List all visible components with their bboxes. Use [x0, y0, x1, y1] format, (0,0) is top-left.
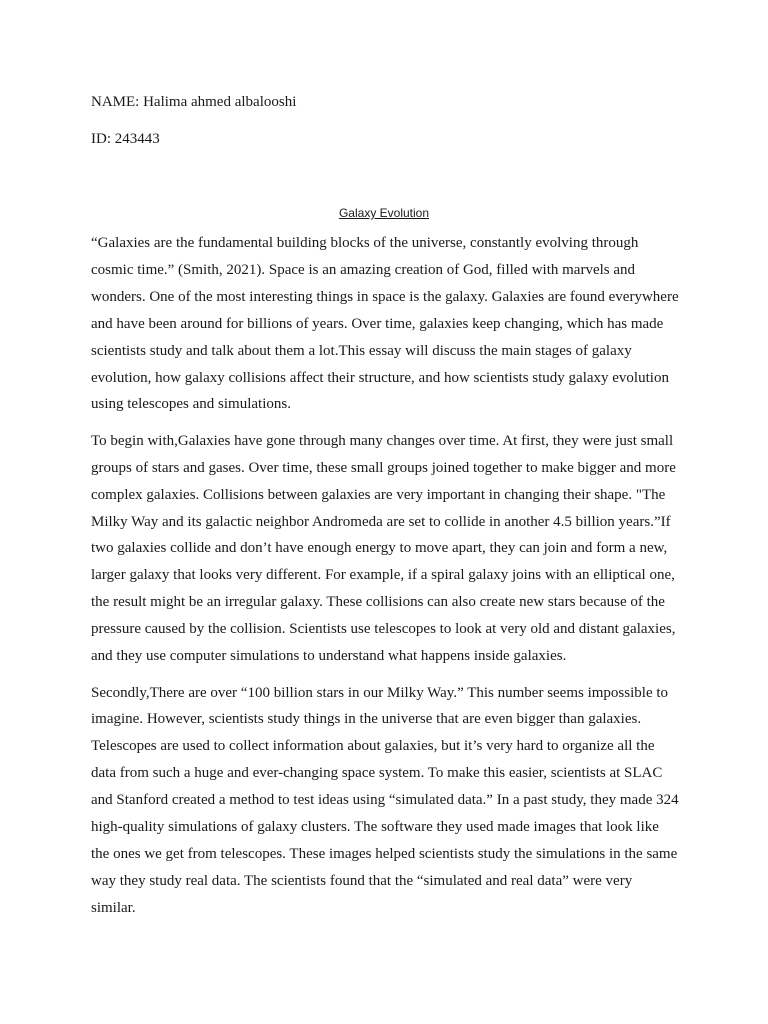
paragraph-simulations: Secondly,There are over “100 billion stars in our Milky Way.” This number seems impossible to imagine. However, scientists study things in the universe that are even bigger than galaxies. Telescopes are used to collect information about galaxies, but it’s very hard to organize all the data from such a huge and ever-changing space system. To make this easier, scientists at SLAC and Stanford created a method to test ideas using “simulated data.” In a past study, they made 324 high-quality simulations of galaxy clusters. The software they used made images that look like the ones we get from telescopes. These images helped scientists study the simulations in the same way they study real data. The scientists found that the “simulated and real data” were very similar.	[91, 684, 679, 916]
paragraph-intro: “Galaxies are the fundamental building blocks of the universe, constantly evolving through cosmic time.” (Smith, 2021). Space is an amazing creation of God, filled with marvels and wonders. One of the most interesting things in space is the galaxy. Galaxies are found everywhere and have been around for billions of years. Over time, galaxies keep changing, which has made scientists study and talk about them a lot.This essay will discuss the main stages of galaxy evolution, how galaxy collisions affect their structure, and how scientists study galaxy evolution using telescopes and simulations.	[91, 235, 679, 413]
paragraph-evolution: To begin with,Galaxies have gone through many changes over time. At first, they were just small groups of stars and gases. Over time, these small groups joined together to make bigger and more complex galaxies. Collisions between galaxies are very important in changing their shape. "The Milky Way and its galactic neighbor Andromeda are set to collide in another 4.5 billion years.”If two galaxies collide and don’t have enough energy to move apart, they can join and form a new, larger galaxy that looks very different. For example, if a spiral galaxy joins with an elliptical one, the result might be an irregular galaxy. These collisions can also create new stars because of the pressure caused by the collision. Scientists use telescopes to look at very old and distant galaxies, and they use computer simulations to understand what happens inside galaxies.	[91, 432, 676, 665]
student-name: NAME: Halima ahmed albalooshi	[91, 94, 297, 110]
essay-title: Galaxy Evolution	[338, 206, 430, 220]
student-id: ID: 243443	[91, 131, 160, 147]
essay-body	[91, 230, 679, 931]
